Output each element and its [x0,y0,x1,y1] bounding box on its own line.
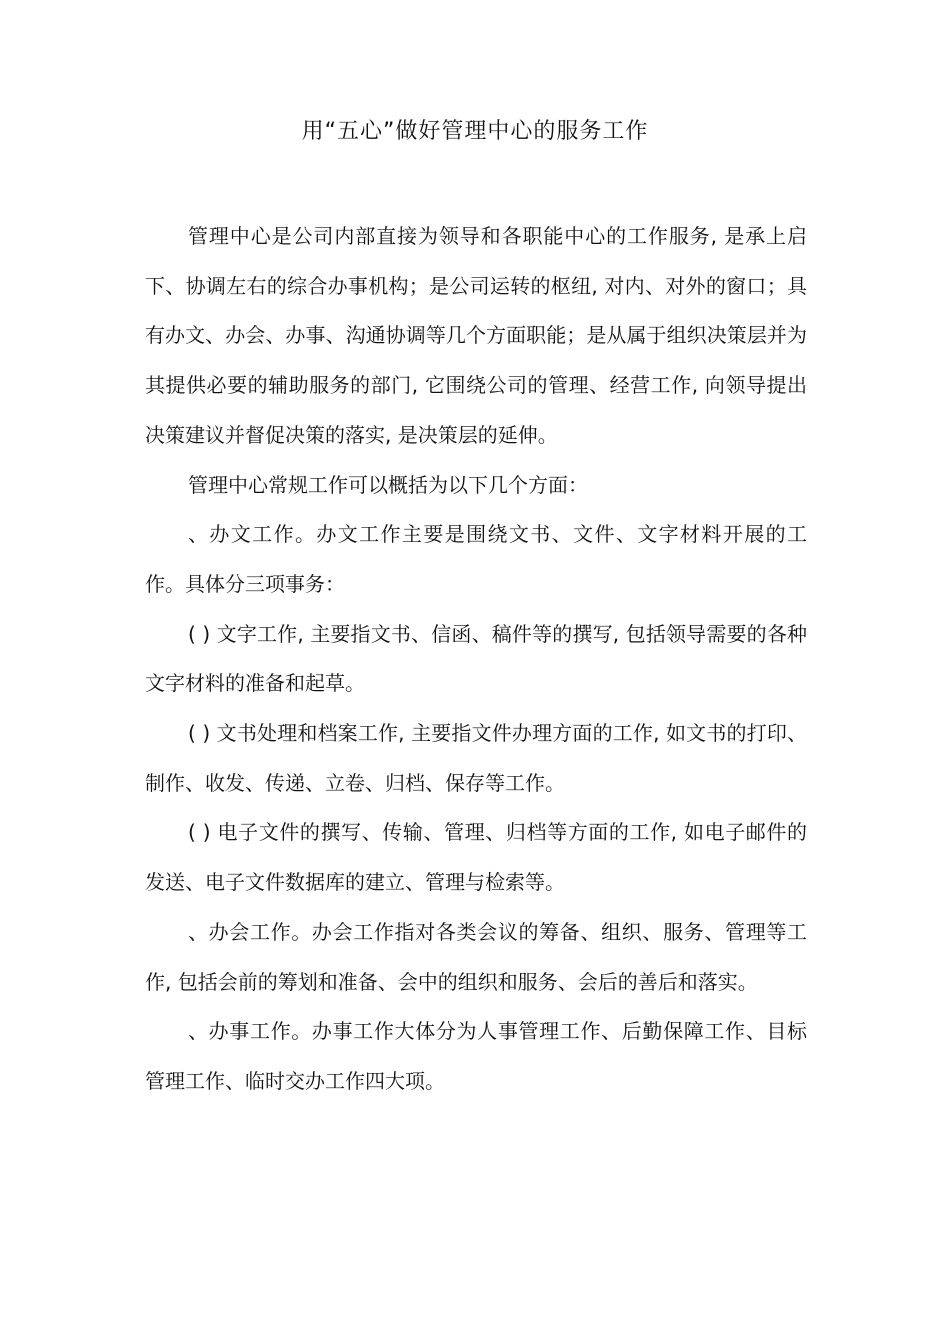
paragraph-intro: 管理中心是公司内部直接为领导和各职能中心的工作服务, 是承上启下、协调左右的综合办事机构；是公司运转的枢纽, 对内、对外的窗口；具有办文、办会、办事、沟通协调等几个方面职能；是从属于组织决策层并为其提供必要的辅助服务的部门, 它围绕公司的管理、经营工作, 向领导提出决策建议并督促决策的落实, 是决策层的延伸。 [145,224,807,447]
paragraph-affairs-work: 、办事工作。办事工作大体分为人事管理工作、后勤保障工作、目标管理工作、临时交办工作四大项。 [145,1019,807,1093]
paragraph-meeting-work: 、办会工作。办会工作指对各类会议的筹备、组织、服务、管理等工作, 包括会前的筹划和准备、会中的组织和服务、会后的善后和落实。 [145,919,807,994]
paragraph-overview: 管理中心常规工作可以概括为以下几个方面： [188,472,588,497]
paragraph-electronic-files: ( ) 电子文件的撰写、传输、管理、归档等方面的工作, 如电子邮件的发送、电子文件数据库的建立、管理与检索等。 [145,820,807,895]
document-title: 用“五心”做好管理中心的服务工作 [301,119,649,144]
paragraph-archive-work: ( ) 文书处理和档案工作, 主要指文件办理方面的工作, 如文书的打印、制作、收发、传递、立卷、归档、保存等工作。 [145,721,807,795]
paragraph-document-work: 、办文工作。办文工作主要是围绕文书、文件、文字材料开展的工作。具体分三项事务： [145,522,807,596]
document-body [145,212,807,1107]
paragraph-writing-work: ( ) 文字工作, 主要指文书、信函、稿件等的撰写, 包括领导需要的各种文字材料的准备和起草。 [145,621,807,696]
